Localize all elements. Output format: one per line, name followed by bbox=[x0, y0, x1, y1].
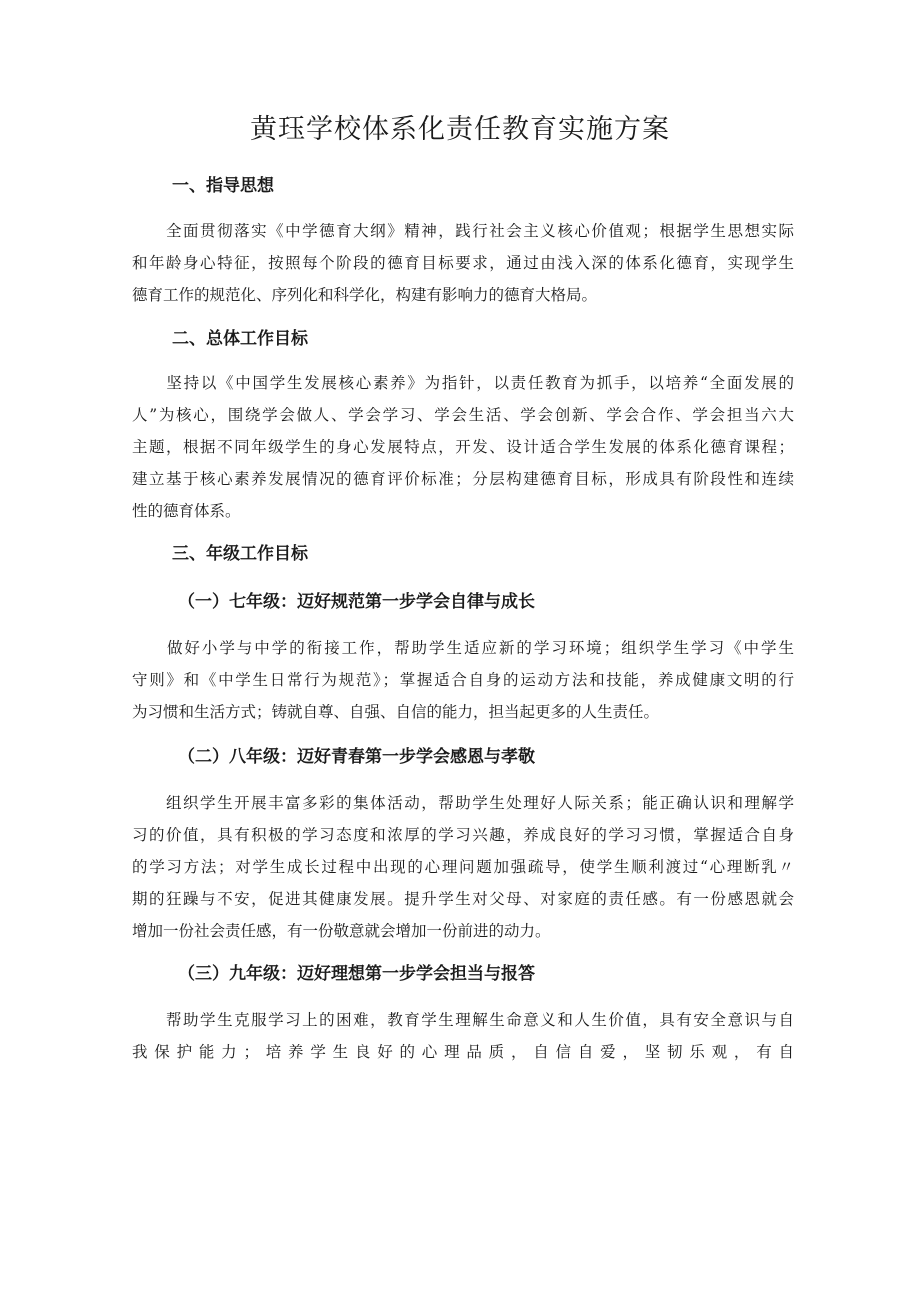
paragraph-line: 主题，根据不同年级学生的身心发展特点，开发、设计适合学生发展的体系化德育课程； bbox=[132, 438, 794, 456]
section-heading-grade-goals: 三、年级工作目标 bbox=[172, 544, 308, 564]
paragraph-grade-8 bbox=[132, 787, 794, 947]
paragraph-line: 做好小学与中学的衔接工作，帮助学生适应新的学习环境；组织学生学习《中学生 bbox=[132, 639, 794, 657]
paragraph-line: 全面贯彻落实《中学德育大纲》精神，践行社会主义核心价值观；根据学生思想实际 bbox=[132, 222, 794, 240]
paragraph-line: 组织学生开展丰富多彩的集体活动，帮助学生处理好人际关系；能正确认识和理解学 bbox=[132, 794, 794, 812]
section-heading-overall-goals: 二、总体工作目标 bbox=[172, 329, 308, 349]
paragraph-line: 增加一份社会责任感，有一份敬意就会增加一份前进的动力。 bbox=[132, 922, 551, 940]
paragraph-line: 我保护能力；培养学生良好的心理品质，自信自爱，坚韧乐观，有自 bbox=[132, 1043, 794, 1061]
paragraph-grade-9 bbox=[132, 1004, 794, 1068]
paragraph-line: 为习惯和生活方式；铸就自尊、自强、自信的能力，担当起更多的人生责任。 bbox=[132, 703, 660, 721]
paragraph-line: 人”为核心，围绕学会做人、学会学习、学会生活、学会创新、学会合作、学会担当六大 bbox=[132, 406, 794, 424]
paragraph-line: 习的价值，具有积极的学习态度和浓厚的学习兴趣，养成良好的学习习惯，掌握适合自身 bbox=[132, 826, 794, 844]
subsection-heading-grade-7: （一）七年级：迈好规范第一步学会自律与成长 bbox=[178, 592, 535, 612]
paragraph-line: 建立基于核心素养发展情况的德育评价标准；分层构建德育目标，形成具有阶段性和连续 bbox=[132, 470, 794, 488]
paragraph-line: 的学习方法；对学生成长过程中出现的心理问题加强疏导，使学生顺利渡过“心理断乳〃 bbox=[132, 858, 794, 876]
paragraph-line: 德育工作的规范化、序列化和科学化，构建有影响力的德育大格局。 bbox=[132, 286, 598, 304]
paragraph-line: 性的德育体系。 bbox=[132, 502, 241, 520]
paragraph-line: 帮助学生克服学习上的困难，教育学生理解生命意义和人生价值，具有安全意识与自 bbox=[132, 1011, 794, 1029]
paragraph-line: 和年龄身心特征，按照每个阶段的德育目标要求，通过由浅入深的体系化德育，实现学生 bbox=[132, 254, 794, 272]
paragraph-line: 坚持以《中国学生发展核心素养》为指针，以责任教育为抓手，以培养“全面发展的 bbox=[132, 374, 794, 392]
paragraph-grade-7 bbox=[132, 632, 794, 728]
paragraph-line: 期的狂躁与不安，促进其健康发展。提升学生对父母、对家庭的责任感。有一份感恩就会 bbox=[132, 890, 794, 908]
section-heading-guiding-ideology: 一、指导思想 bbox=[172, 176, 274, 196]
paragraph-line: 守则》和《中学生日常行为规范》；掌握适合自身的运动方法和技能，养成健康文明的行 bbox=[132, 671, 794, 689]
subsection-heading-grade-9: （三）九年级：迈好理想第一步学会担当与报答 bbox=[178, 964, 535, 984]
subsection-heading-grade-8: （二）八年级：迈好青春第一步学会感恩与孝敬 bbox=[178, 747, 535, 767]
paragraph-overall-goals bbox=[132, 367, 794, 527]
paragraph-guiding-ideology bbox=[132, 215, 794, 311]
document-title: 黄珏学校体系化责任教育实施方案 bbox=[250, 114, 670, 145]
